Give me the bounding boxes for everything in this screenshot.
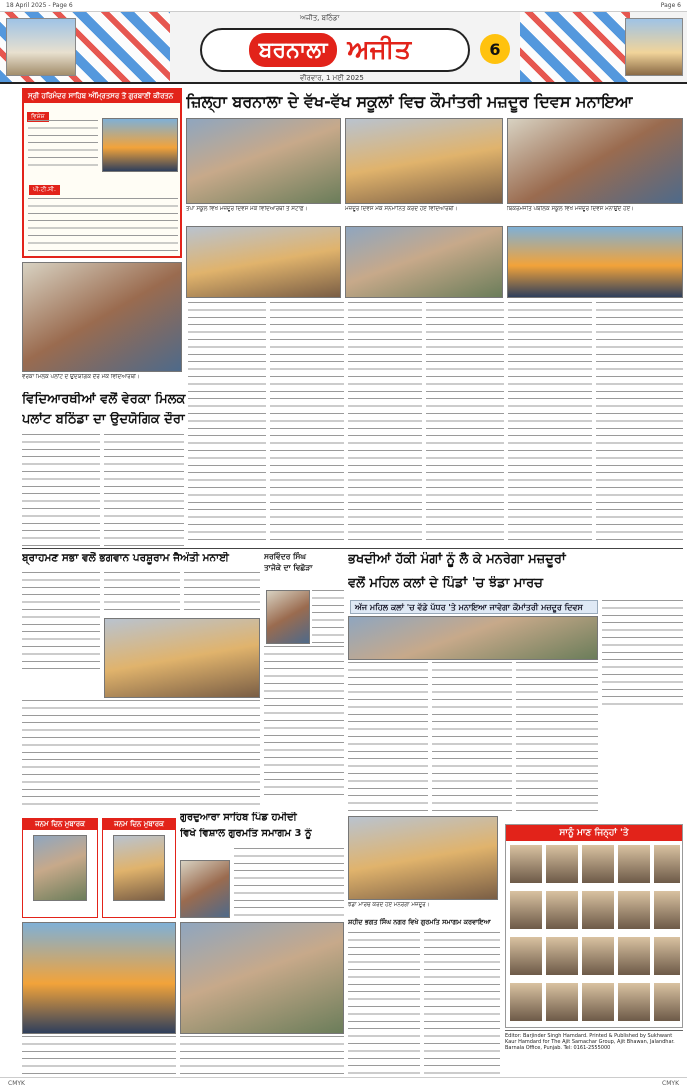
birthday-wish-right-title: ਜਨਮ ਦਿਨ ਮੁਬਾਰਕ [103, 819, 175, 830]
bottom-story-col1 [348, 932, 420, 1074]
ptc-tag: ਪੀ.ਟੀ.ਸੀ. [29, 185, 60, 195]
students-story-col1 [22, 434, 100, 546]
lead-headline: ਜ਼ਿਲ੍ਹਾ ਬਰਨਾਲਾ ਦੇ ਵੱਖ-ਵੱਖ ਸਕੂਲਾਂ ਵਿਚ ਕੌਮਾਂਤਰੀ ਮਜ਼ਦੂਰ ਦਿਵਸ ਮਨਾਇਆ [186, 92, 633, 111]
march-story-col1 [348, 662, 428, 812]
section-divider [22, 548, 683, 549]
bottom-story-col2 [424, 932, 500, 1074]
gallery-portrait [653, 936, 681, 976]
obituary-headline-line1: ਸਰਵਿੰਦਰ ਸਿੰਘ [264, 552, 306, 561]
gurbani-box-tag: ਵਿਸ਼ੇਸ਼ [27, 112, 49, 122]
gateway-illustration [6, 18, 76, 76]
obituary-portrait [266, 590, 310, 644]
school-photo-3 [507, 118, 683, 204]
gurdwara-headline-line2: ਵਿਖੇ ਵਿਸ਼ਾਲ ਗੁਰਮਤਿ ਸਮਾਗਮ 3 ਨੂੰ [180, 828, 312, 839]
obituary-text-side [312, 590, 344, 644]
obituary-headline-line2: ਤਾਜੋਕੇ ਦਾ ਵਿਛੋੜਾ [264, 563, 313, 572]
masthead-pattern-right [520, 12, 630, 84]
birthday-photo-right [113, 835, 165, 901]
school-photo-1 [186, 118, 341, 204]
students-headline-line1: ਵਿਦਿਆਰਥੀਆਂ ਵਲੋਂ ਵੇਰਕਾ ਮਿਲਕ [22, 392, 186, 407]
cmyk-right: CMYK [662, 1080, 679, 1087]
gallery-portrait [509, 890, 543, 930]
caption-3: ਬਿਕਰਮਜੀਤ ਪਬਲਿਕ ਸਕੂਲ ਵਿਖੇ ਮਜ਼ਦੂਰ ਦਿਵਸ ਮਨਾਉਂਦੇ ਹੋਏ। [507, 206, 634, 212]
march-photo-2 [348, 816, 498, 900]
birthday-photo-left [33, 835, 87, 901]
masthead-top-line: ਅਜੀਤ, ਬਠਿੰਡਾ [300, 14, 340, 22]
logo-paper-name: ਅਜੀਤ [347, 34, 412, 65]
brahmin-headline: ਬ੍ਰਾਹਮਣ ਸਭਾ ਵਲੋਂ ਭਗਵਾਨ ਪਰਸ਼ੂਰਾਮ ਜੈਅੰਤੀ ਮਨਾਈ [22, 552, 229, 564]
imprint-footer: Editor: Barjinder Singh Hamdard. Printed & Published by Sukhwant Kaur Hamdard for The Ajit Samachar Group, Ajit Bhawan, Jalandhar. Barnala Office, Punjab. Tel: 0161-2555000 [505, 1030, 683, 1076]
gallery-portrait [581, 890, 615, 930]
school-story-col5 [508, 302, 592, 546]
march-subheadline: ਅੱਜ ਮਹਿਲ ਕਲਾਂ 'ਚ ਵੱਡੇ ਪੱਧਰ 'ਤੇ ਮਨਾਇਆ ਜਾਵੇਗਾ ਕੌਮਾਂਤਰੀ ਮਜ਼ਦੂਰ ਦਿਵਸ [350, 600, 598, 614]
logo-city-name: ਬਰਨਾਲਾ [249, 33, 338, 67]
gallery-portrait [545, 844, 579, 884]
print-slug [0, 0, 687, 12]
school-photo-5 [345, 226, 503, 298]
gallery-portrait [509, 982, 543, 1022]
gallery-portrait [581, 844, 615, 884]
slug-left: 18 April 2025 - Page 6 [6, 2, 73, 9]
gallery-portrait [509, 936, 543, 976]
gallery-portrait [617, 890, 651, 930]
gallery-portrait [653, 844, 681, 884]
monument-illustration [625, 18, 683, 76]
march-story-col2 [432, 662, 512, 812]
golden-temple-photo [102, 118, 178, 172]
obituary-text [264, 646, 344, 796]
birthday-wish-right [102, 818, 176, 918]
march-story-side [602, 600, 683, 710]
gurdwara-story [234, 848, 344, 918]
gallery-portrait [545, 936, 579, 976]
gallery-portrait [617, 982, 651, 1022]
school-photo-6 [507, 226, 683, 298]
bottom-mid-caption [180, 1036, 344, 1074]
slug-right: Page 6 [660, 2, 681, 9]
school-story-col6 [596, 302, 683, 546]
birthday-wish-left [22, 818, 98, 918]
masthead-date: ਵੀਰਵਾਰ, 1 ਮਈ 2025 [300, 74, 364, 82]
students-story-col2 [104, 434, 184, 546]
print-color-bar [0, 1077, 687, 1089]
school-story-col4 [426, 302, 504, 546]
students-headline-line2: ਪਲਾਂਟ ਬਠਿੰਡਾ ਦਾ ਉਦਯੋਗਿਕ ਦੌਰਾ [22, 412, 185, 427]
bottom-mid-photo [180, 922, 344, 1034]
gallery-portrait [545, 982, 579, 1022]
brahmin-story-col1 [22, 572, 100, 674]
gurbani-box-title: ਸ੍ਰੀ ਹਰਿਮੰਦਰ ਸਾਹਿਬ ਅੰਮ੍ਰਿਤਸਰ ਤੋਂ ਗੁਰਬਾਣੀ ਕੀਰਤਨ [24, 90, 180, 103]
gurbani-box-schedule [28, 198, 178, 254]
bottom-mid-headline: ਸ਼ਹੀਦ ਭਗਤ ਸਿੰਘ ਨਗਰ ਵਿਖੇ ਗੁਰਮਤਿ ਸਮਾਗਮ ਕਰਵਾਇਆ [348, 918, 491, 926]
caption-2: ਮਜ਼ਦੂਰ ਦਿਵਸ ਮੌਕੇ ਸਨਮਾਨਿਤ ਕਰਦੇ ਹੋਏ ਵਿਦਿਆਰਥੀ। [345, 206, 458, 212]
school-photo-2 [345, 118, 503, 204]
gallery-portrait [653, 982, 681, 1022]
gallery-portrait [653, 890, 681, 930]
gallery-portrait [617, 936, 651, 976]
page-number: 6 [480, 34, 510, 64]
march-photo-1 [348, 616, 598, 660]
brahmin-story-col2 [104, 572, 180, 616]
bus-photo [22, 262, 182, 372]
caption-1: ਤਪਾ ਸਕੂਲ ਵਿਖੇ ਮਜ਼ਦੂਰ ਦਿਵਸ ਮੌਕੇ ਵਿਦਿਆਰਥੀ ਤੇ ਸਟਾਫ਼। [186, 206, 308, 212]
brahmin-story-bottom [22, 700, 260, 810]
gallery-portrait [545, 890, 579, 930]
cmyk-left: CMYK [8, 1080, 25, 1087]
gallery-portrait [581, 982, 615, 1022]
gurdwara-portrait [180, 860, 230, 918]
gallery-portrait [581, 936, 615, 976]
newspaper-logo [200, 28, 470, 72]
gurbani-kirtan-box [22, 88, 182, 258]
march-headline-line2: ਵਲੋਂ ਮਹਿਲ ਕਲਾਂ ਦੇ ਪਿੰਡਾਂ 'ਚ ਝੰਡਾ ਮਾਰਚ [348, 576, 543, 591]
school-story-col3 [348, 302, 422, 546]
caption-4: ਵੇਰਕਾ ਮਿਲਕ ਪਲਾਂਟ ਦੇ ਉਦਯੋਗਿਕ ਦੌਰੇ ਮੌਕੇ ਵਿਦਿਆਰਥੀ। [22, 374, 140, 380]
march-headline-line1: ਭਖਦੀਆਂ ਹੱਕੀ ਮੰਗਾਂ ਨੂੰ ਲੈ ਕੇ ਮਨਰੇਗਾ ਮਜ਼ਦੂਰਾਂ [348, 552, 566, 567]
bottom-left-photo [22, 922, 176, 1034]
gallery-title: ਸਾਨੂੰ ਮਾਣ ਜਿਨ੍ਹਾਂ 'ਤੇ [506, 825, 682, 841]
gallery-portrait [509, 844, 543, 884]
gurdwara-headline-line1: ਗੁਰਦੁਆਰਾ ਸਾਹਿਬ ਪਿੰਡ ਹਮੀਦੀ [180, 812, 297, 823]
gurbani-box-text [28, 120, 98, 170]
masthead [0, 12, 687, 84]
school-story-col1 [188, 302, 266, 546]
birthday-wish-left-title: ਜਨਮ ਦਿਨ ਮੁਬਾਰਕ [23, 819, 97, 830]
school-photo-4 [186, 226, 341, 298]
march-story-col3 [516, 662, 598, 812]
brahmin-story-col3 [184, 572, 260, 616]
caption-5: ਝੰਡਾ ਮਾਰਚ ਕਰਦੇ ਹੋਏ ਮਨਰੇਗਾ ਮਜ਼ਦੂਰ। [348, 902, 430, 908]
brahmin-sabha-photo [104, 618, 260, 698]
school-story-col2 [270, 302, 344, 546]
gallery-portrait [617, 844, 651, 884]
bottom-left-caption [22, 1036, 176, 1074]
